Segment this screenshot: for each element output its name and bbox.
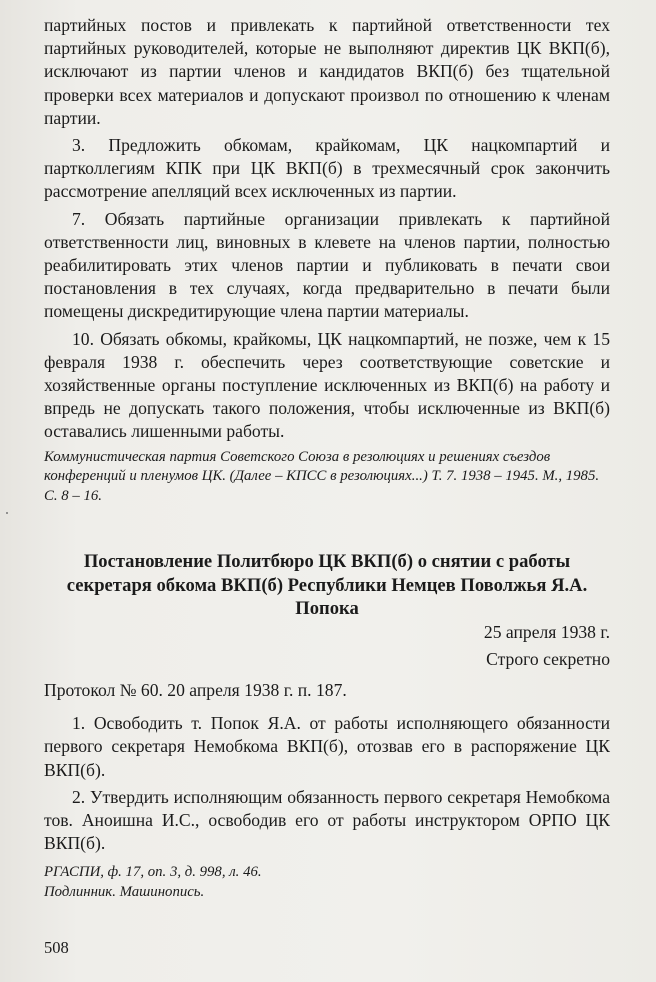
page-content: [44, 14, 610, 902]
citation: Коммунистическая партия Советского Союза в резолюциях и решениях съездов конференций и пленумов ЦК. (Далее – КПСС в резолюциях...) Т. 7. 1938 – 1945. М., 1985. С. 8 – 16.: [44, 448, 600, 504]
protocol-line: Протокол № 60. 20 апреля 1938 г. п. 187.: [44, 680, 347, 701]
classification-stamp: Строго секретно: [486, 648, 610, 669]
paragraph-3: 3. Предложить обкомам, крайкомам, ЦК нацкомпартий и партколлегиям КПК при ЦК ВКП(б) в трехмесячный срок закончить рассмотрение апелляций всех исключенных из партии.: [44, 135, 610, 202]
paragraph-7: 7. Обязать партийные организации привлекать к партийной ответственности лиц, виновных в клевете на членов партии, полностью реабилитировать этих членов партии и публиковать в печати свои постановления в тех случаях, когда предварительно в печати были помещены дискредитирующие члена партии материалы.: [44, 208, 610, 322]
resolution-item-1: 1. Освободить т. Попок Я.А. от работы исполняющего обязанности первого секретаря Немобкома ВКП(б), отозвав его в распоряжение ЦК ВКП(б).: [44, 713, 610, 780]
archive-source: РГАСПИ, ф. 17, оп. 3, д. 998, л. 46.: [44, 864, 262, 881]
paragraph-intro: партийных постов и привлекать к партийной ответственности тех партийных руководителей, которые не выполняют директив ЦК ВКП(б), исключают из партии членов и кандидатов ВКП(б) без тщательной проверки всех материалов и допускают произвол по отношению к членам партии.: [44, 15, 610, 128]
scan-speck: [6, 512, 8, 514]
page-number: 508: [44, 938, 69, 957]
document-type-note: Подлинник. Машинопись.: [44, 883, 205, 900]
document-heading: Постановление Политбюро ЦК ВКП(б) о снятии с работы секретаря обкома ВКП(б) Республики Немцев Поволжья Я.А. Попока: [66, 551, 588, 620]
document-date: 25 апреля 1938 г.: [483, 621, 610, 642]
resolution-item-2: 2. Утвердить исполняющим обязанность первого секретаря Немобкома тов. Аноишна И.С., освободив его от работы инструктором ОРПО ЦК ВКП(б).: [44, 786, 610, 854]
paragraph-10: 10. Обязать обкомы, крайкомы, ЦК нацкомпартий, не позже, чем к 15 февраля 1938 г. обеспечить через соответствующие советские и хозяйственные органы поступление исключенных из ВКП(б) на работу и впредь не допускать такого положения, чтобы исключенные из ВКП(б) оставались лишенными работы.: [44, 328, 610, 442]
